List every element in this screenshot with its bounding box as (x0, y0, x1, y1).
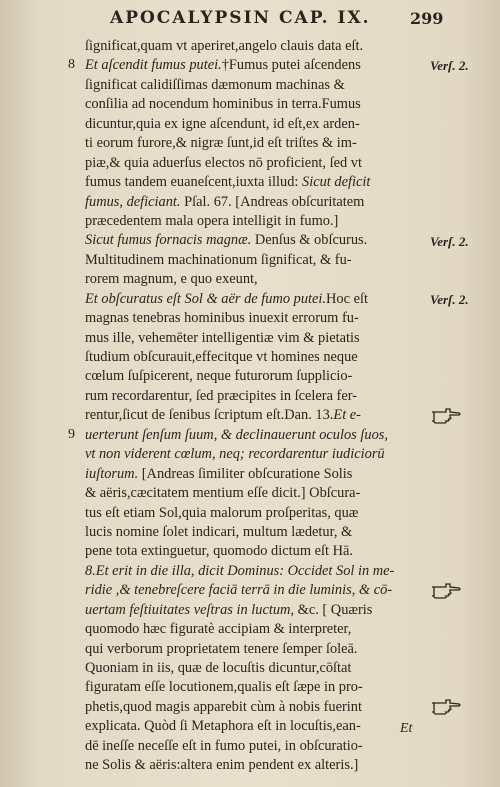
roman-text: ſtudium obſcurauit,effecitque vt homines neque (85, 349, 358, 365)
marginal-verse-note: Verſ. 2. (430, 58, 469, 74)
italic-text: vt non viderent cœlum, neq; recordarentur iudiciorū (85, 446, 385, 463)
text-line (85, 737, 427, 756)
roman-text: &c. [ Quæris (294, 601, 373, 618)
roman-text: Pſal. 67. [Andreas obſcuritatem (180, 193, 365, 210)
roman-text: dē ineſſe neceſſe eſt in fumo putei, in obſcuratio- (85, 737, 363, 754)
text-line (85, 601, 427, 620)
roman-text: cœlum ſuſpicerent, neque futurorum ſupplicio- (85, 368, 353, 385)
marginal-verse-note: Verſ. 2. (430, 291, 469, 307)
roman-text: explicata. Quòd ſi Metaphora eſt in locuſtis,ean- (85, 718, 361, 735)
text-line (85, 251, 427, 270)
italic-text: uertam feſtiuitates veſtras in luctum, (85, 601, 295, 618)
text-line (85, 523, 427, 542)
italic-text: Sicut fumus fornacis magnæ. (85, 232, 252, 249)
text-line (85, 193, 427, 212)
margin-section-number: 9 (68, 427, 75, 442)
roman-text: præcedentem mala opera intelligit in fumo.] (85, 212, 339, 229)
roman-text: conſilia ad nocendum hominibus in terra.Fumus (85, 96, 361, 113)
roman-text: [Andreas ſimiliter obſcuratione Solis (138, 465, 353, 482)
text-line (85, 406, 427, 425)
text-line (85, 640, 427, 659)
text-line (85, 173, 427, 192)
pointing-hand-icon (432, 582, 462, 600)
roman-text: ſignificat calidiſſimas dæmonum machinas & (85, 76, 345, 93)
roman-text: phetis,quod magis apparebit cùm à nobis fuerint (85, 698, 362, 715)
roman-text: †Fumus putei aſcendens (221, 57, 361, 74)
text-line (85, 309, 427, 328)
roman-text: mus ille, vehemēter intelligentiæ vim & pietatis (85, 329, 360, 346)
pointing-hand-icon (432, 407, 462, 425)
text-line (85, 270, 427, 289)
roman-text: fumus tandem euaneſcent,iuxta illud: (85, 174, 302, 191)
roman-text: pene tota extinguetur, quomodo dictum eſt Hā. (85, 543, 353, 560)
roman-text: quomodo hæc figuratè accipiam & interpreter, (85, 621, 352, 638)
text-line (85, 581, 427, 600)
text-line (85, 95, 427, 114)
italic-text: 8.Et erit in die illa, dicit Dominus: Occidet Sol in me- (85, 562, 395, 579)
italic-text: uerterunt ſenſum ſuum, & declinauerunt oculos ſuos, (85, 426, 388, 443)
italic-text: Et obſcuratus eſt Sol & aër de fumo putei. (85, 290, 327, 307)
text-line (85, 212, 427, 231)
roman-text: qui verborum proprietatem tenere ſemper ſoleā. (85, 640, 358, 657)
text-line (85, 756, 427, 775)
text-line (85, 56, 427, 75)
roman-text: rentur,ſicut de ſenibus ſcriptum eſt.Dan. 13. (85, 407, 334, 424)
text-line (85, 154, 427, 173)
italic-text: fumus, deficiant. (85, 193, 181, 210)
roman-text: piæ,& quia aduerſus electos nō proficient, ſed vt (85, 154, 362, 171)
italic-text: ridie ,& tenebreſcere faciā terrā in die luminis, & cō- (85, 582, 393, 599)
roman-text: ſignificat,quam vt aperiret,angelo clauis data eſt. (85, 38, 364, 54)
text-line (85, 659, 427, 678)
text-line (85, 134, 427, 153)
catchword: Et (400, 721, 413, 736)
roman-text: ne Solis & aëris:altera enim pendent ex alteris.] (85, 757, 359, 774)
page-number: 299 (410, 9, 444, 28)
roman-text: dicuntur,quia ex igne aſcendunt, id eſt,ex arden- (85, 115, 360, 132)
text-line (85, 426, 427, 445)
roman-text: magnas tenebras hominibus inuexit errorum fu- (85, 310, 359, 327)
roman-text: ti eorum furore,& nigræ ſunt,id eſt triſtes & im- (85, 135, 357, 152)
text-line (85, 37, 427, 56)
text-line (85, 348, 427, 367)
roman-text: tus eſt etiam Sol,quia malorum proſperitas, quæ (85, 504, 359, 521)
text-line (85, 562, 427, 581)
marginal-verse-note: Verſ. 2. (430, 233, 469, 249)
text-line (85, 542, 427, 561)
text-line (85, 329, 427, 348)
text-line (85, 698, 427, 717)
text-line (85, 387, 427, 406)
margin-section-number: 8 (68, 57, 75, 73)
text-line (85, 231, 427, 250)
text-line (85, 290, 427, 309)
text-line (85, 504, 427, 523)
text-line (85, 465, 427, 484)
italic-text: iuſtorum. (85, 465, 139, 482)
pointing-hand-icon (432, 698, 462, 716)
text-line (85, 717, 427, 736)
roman-text: figuratam eſſe locutionem,qualis eſt ſæpe in pro- (85, 679, 363, 696)
text-line (85, 115, 427, 134)
italic-text: Et e- (333, 407, 361, 424)
roman-text: Denſus & obſcurus. (251, 232, 368, 249)
roman-text: rum recordarentur, ſed præcipites in ſcelera fer- (85, 387, 358, 404)
roman-text: & aëris,cæcitatem mentium eſſe dicit.] Obſcura- (85, 485, 361, 502)
roman-text: rorem magnum, e quo exeunt, (85, 271, 258, 288)
text-line (85, 620, 427, 639)
text-line (85, 484, 427, 503)
main-text (85, 37, 427, 776)
text-line (85, 678, 427, 697)
text-line (85, 445, 427, 464)
roman-text: Multitudinem machinationum ſignificat, & fu- (85, 251, 352, 268)
italic-text: Et aſcendit fumus putei. (85, 57, 222, 74)
text-line (85, 367, 427, 386)
page-header (0, 8, 500, 32)
text-line (85, 76, 427, 95)
running-title: APOCALYPSIN CAP. IX. (110, 8, 371, 28)
roman-text: Quoniam in iis, quæ de locuſtis dicuntur,cōſtat (85, 660, 352, 676)
italic-text: Sicut deficit (302, 174, 371, 191)
roman-text: lucis nomine ſolet indicari, multum lædetur, & (85, 523, 353, 540)
roman-text: Hoc eſt (326, 290, 368, 307)
